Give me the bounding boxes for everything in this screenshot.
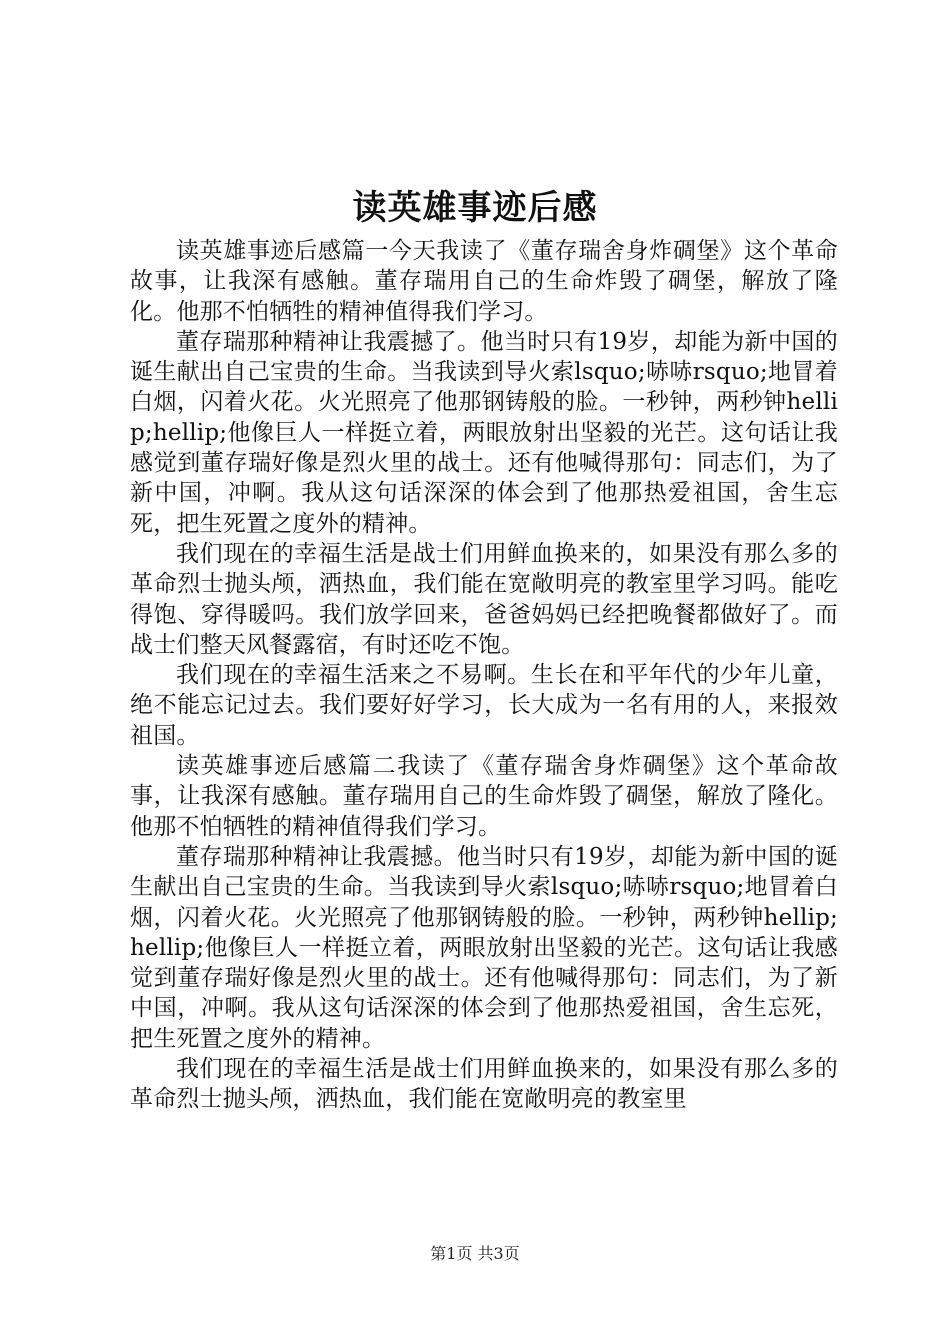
paragraph-3: 我们现在的幸福生活是战士们用鲜血换来的，如果没有那么多的革命烈士抛头颅，洒热血，我们能在宽敞明亮的教室里学习吗。能吃得饱、穿得暖吗。我们放学回来，爸爸妈妈已经把晚餐都做好了。而战士们整天风餐露宿，有时还吃不饱。 bbox=[130, 540, 838, 658]
paragraph-6: 董存瑞那种精神让我震撼。他当时只有19岁，却能为新中国的诞生献出自己宝贵的生命。当我读到导火索lsquo;哧哧rsquo;地冒着白烟，闪着火花。火光照亮了他那钢铸般的脸。一秒钟，两秒钟hellip;hellip;他像巨人一样挺立着，两眼放射出坚毅的光芒。这句话让我感觉到董存瑞好像是烈火里的战士。还有他喊得那句：同志们，为了新中国，冲啊。我从这句话深深的体会到了他那热爱祖国，舍生忘死，把生死置之度外的精神。 bbox=[130, 843, 838, 1052]
paragraph-2: 董存瑞那种精神让我震撼了。他当时只有19岁，却能为新中国的诞生献出自己宝贵的生命。当我读到导火索lsquo;哧哧rsquo;地冒着白烟，闪着火花。火光照亮了他那钢铸般的脸。一秒钟，两秒钟hellip;hellip;他像巨人一样挺立着，两眼放射出坚毅的光芒。这句话让我感觉到董存瑞好像是烈火里的战士。还有他喊得那句：同志们，为了新中国，冲啊。我从这句话深深的体会到了他那热爱祖国，舍生忘死，把生死置之度外的精神。 bbox=[130, 328, 838, 537]
document-body bbox=[130, 236, 838, 1115]
paragraph-5: 读英雄事迹后感篇二我读了《董存瑞舍身炸碉堡》这个革命故事，让我深有感触。董存瑞用自己的生命炸毁了碉堡，解放了隆化。他那不怕牺牲的精神值得我们学习。 bbox=[130, 753, 838, 840]
page-number-footer: 第1页 共3页 bbox=[430, 1244, 520, 1263]
paragraph-1: 读英雄事迹后感篇一今天我读了《董存瑞舍身炸碉堡》这个革命故事，让我深有感触。董存瑞用自己的生命炸毁了碉堡，解放了隆化。他那不怕牺牲的精神值得我们学习。 bbox=[130, 238, 838, 325]
paragraph-7: 我们现在的幸福生活是战士们用鲜血换来的，如果没有那么多的革命烈士抛头颅，洒热血，我们能在宽敞明亮的教室里 bbox=[130, 1056, 838, 1113]
document-title: 读英雄事迹后感 bbox=[352, 188, 598, 228]
paragraph-4: 我们现在的幸福生活来之不易啊。生长在和平年代的少年儿童，绝不能忘记过去。我们要好好学习，长大成为一名有用的人，来报效祖国。 bbox=[130, 662, 838, 749]
